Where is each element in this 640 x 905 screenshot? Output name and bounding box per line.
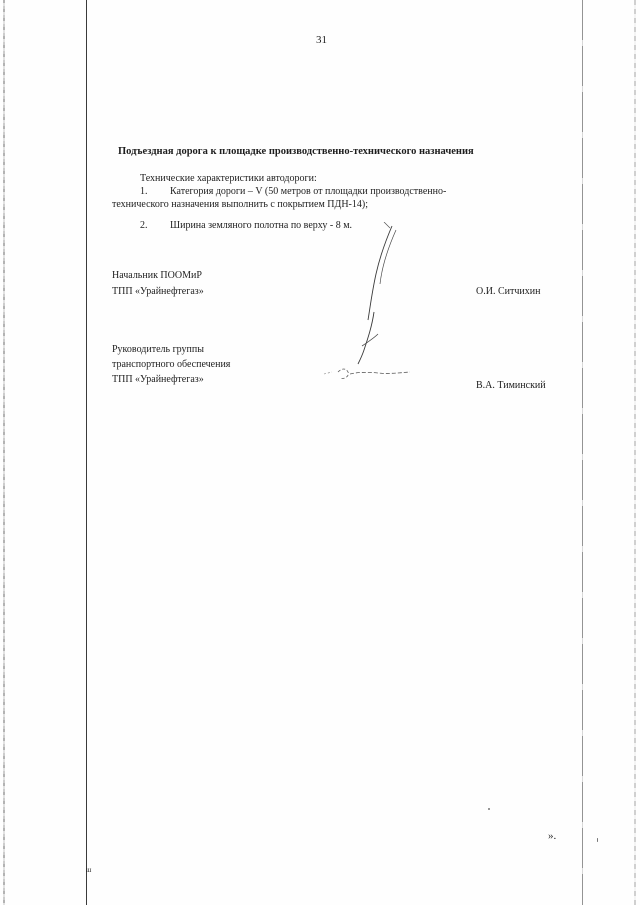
signatory-2-position-line-2: транспортного обеспечения [112, 359, 231, 370]
spec-item-1-continuation: технического назначения выполнить с покрытием ПДН-14); [112, 199, 368, 210]
section-heading: Подъездная дорога к площадке производственно-технического назначения [118, 146, 474, 157]
specs-title: Технические характеристики автодороги: [140, 173, 317, 184]
handwritten-signature [318, 222, 418, 392]
scan-speck [488, 808, 490, 810]
signatory-1-name: О.И. Ситчихин [476, 286, 541, 297]
margin-line-left [86, 0, 87, 905]
page-number: 31 [316, 34, 327, 46]
spec-item-2-number: 2. [140, 220, 148, 231]
corner-mark: ш [86, 866, 92, 874]
margin-line-right [582, 0, 583, 905]
spec-item-1-number: 1. [140, 186, 148, 197]
scan-speck [597, 838, 598, 842]
signatory-2-position-line-1: Руководитель группы [112, 344, 204, 355]
spec-item-2-text: Ширина земляного полотна по верху - 8 м. [170, 220, 353, 231]
signatory-1-position: Начальник ПООМиР [112, 270, 202, 281]
signatory-2-org: ТПП «Урайнефтегаз» [112, 374, 204, 385]
signatory-1-org: ТПП «Урайнефтегаз» [112, 286, 204, 297]
spec-item-1-text: Категория дороги – V (50 метров от площадки производственно- [170, 186, 447, 197]
closing-quote: ». [548, 830, 557, 842]
spec-item-1 [140, 186, 446, 198]
signatory-2-name: В.А. Тиминский [476, 380, 546, 391]
scan-edge-left [3, 0, 5, 905]
scan-edge-right [634, 0, 636, 905]
